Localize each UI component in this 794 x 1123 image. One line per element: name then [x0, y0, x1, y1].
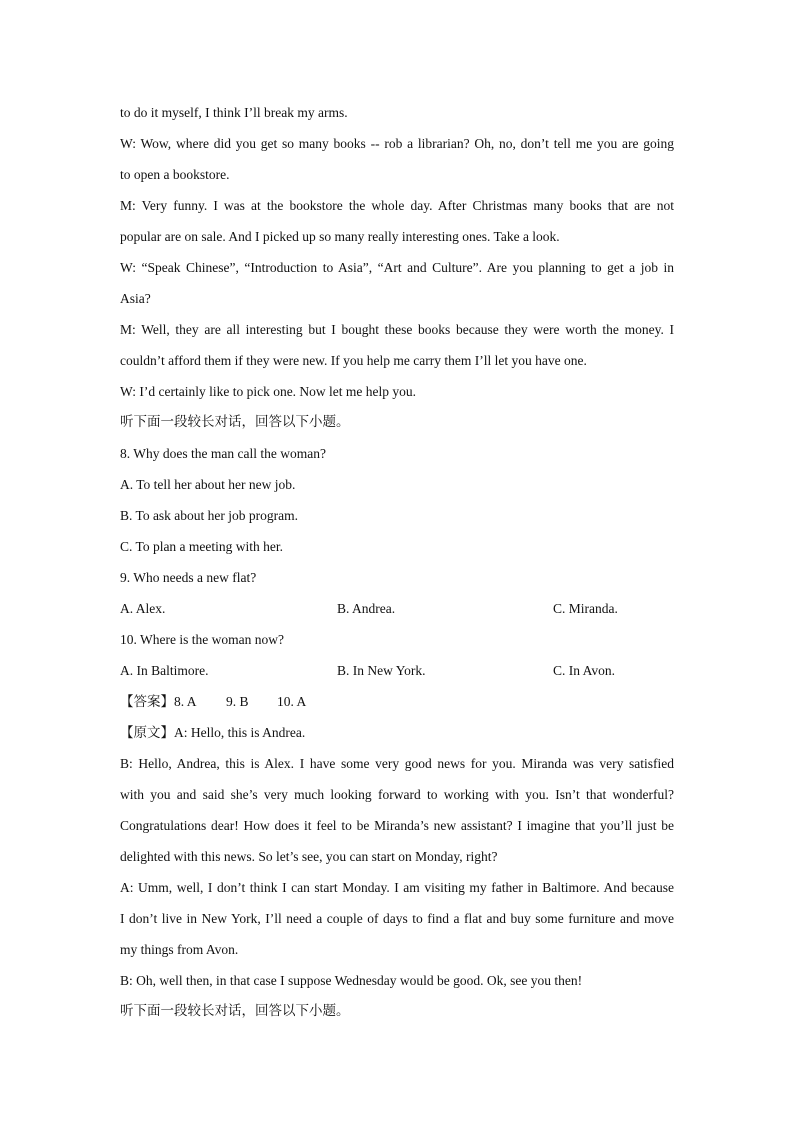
- original-text-row: [120, 717, 674, 748]
- original-first-line: A: Hello, this is Andrea.: [174, 725, 306, 740]
- answer-label: 【答案】: [120, 694, 174, 710]
- section-instruction-end: 听下面一段较长对话，回答以下小题。: [120, 1003, 350, 1019]
- transcript-line: to do it myself, I think I’ll break my arms.: [120, 105, 348, 120]
- question-8: 8. Why does the man call the woman?: [120, 446, 326, 461]
- transcript-line: I don’t live in New York, I’ll need a couple of days to find a flat and buy some furniture and move: [120, 911, 674, 926]
- transcript-line: popular are on sale. And I picked up so many really interesting ones. Take a look.: [120, 229, 560, 244]
- transcript-line: delighted with this news. So let’s see, you can start on Monday, right?: [120, 849, 498, 864]
- document-page: [120, 97, 674, 1027]
- question-8-option-a: A. To tell her about her new job.: [120, 477, 296, 492]
- transcript-line: W: I’d certainly like to pick one. Now let me help you.: [120, 384, 417, 399]
- transcript-line: my things from Avon.: [120, 942, 239, 957]
- question-9: 9. Who needs a new flat?: [120, 570, 257, 585]
- transcript-line: A: Umm, well, I don’t think I can start Monday. I am visiting my father in Baltimore. And because: [120, 880, 674, 895]
- transcript-line: W: “Speak Chinese”, “Introduction to Asia”, “Art and Culture”. Are you planning to get a job in: [120, 260, 674, 275]
- question-10-option-b: B. In New York.: [337, 663, 426, 678]
- question-10: 10. Where is the woman now?: [120, 632, 284, 647]
- transcript-line: to open a bookstore.: [120, 167, 230, 182]
- question-9-options: [120, 593, 674, 624]
- transcript-line: M: Well, they are all interesting but I bought these books because they were worth the money. I: [120, 322, 674, 337]
- question-8-option-c: C. To plan a meeting with her.: [120, 539, 284, 554]
- transcript-line: W: Wow, where did you get so many books -- rob a librarian? Oh, no, don’t tell me you are going: [120, 136, 674, 151]
- question-9-option-c: C. Miranda.: [553, 601, 618, 616]
- transcript-line: Asia?: [120, 291, 151, 306]
- transcript-line: B: Oh, well then, in that case I suppose Wednesday would be good. Ok, see you then!: [120, 973, 583, 988]
- transcript-line: couldn’t afford them if they were new. If you help me carry them I’ll let you have one.: [120, 353, 587, 368]
- original-label: 【原文】: [120, 725, 174, 741]
- question-9-option-b: B. Andrea.: [337, 601, 396, 616]
- answer-item: 10. A: [277, 694, 307, 709]
- answer-row: [120, 686, 674, 717]
- question-9-option-a: A. Alex.: [120, 601, 166, 616]
- question-10-option-c: C. In Avon.: [553, 663, 616, 678]
- answer-item: 9. B: [226, 694, 249, 709]
- question-8-option-b: B. To ask about her job program.: [120, 508, 299, 523]
- answer-item: 8. A: [174, 694, 197, 709]
- transcript-line: B: Hello, Andrea, this is Alex. I have some very good news for you. Miranda was very satisfied: [120, 756, 674, 771]
- question-10-option-a: A. In Baltimore.: [120, 663, 209, 678]
- section-instruction: 听下面一段较长对话，回答以下小题。: [120, 414, 350, 430]
- transcript-line: with you and said she’s very much looking forward to working with you. Isn’t that wonderful?: [120, 787, 674, 802]
- transcript-line: Congratulations dear! How does it feel to be Miranda’s new assistant? I imagine that you’ll just be: [120, 818, 674, 833]
- transcript-line: M: Very funny. I was at the bookstore the whole day. After Christmas many books that are not: [120, 198, 674, 213]
- question-10-options: [120, 655, 674, 686]
